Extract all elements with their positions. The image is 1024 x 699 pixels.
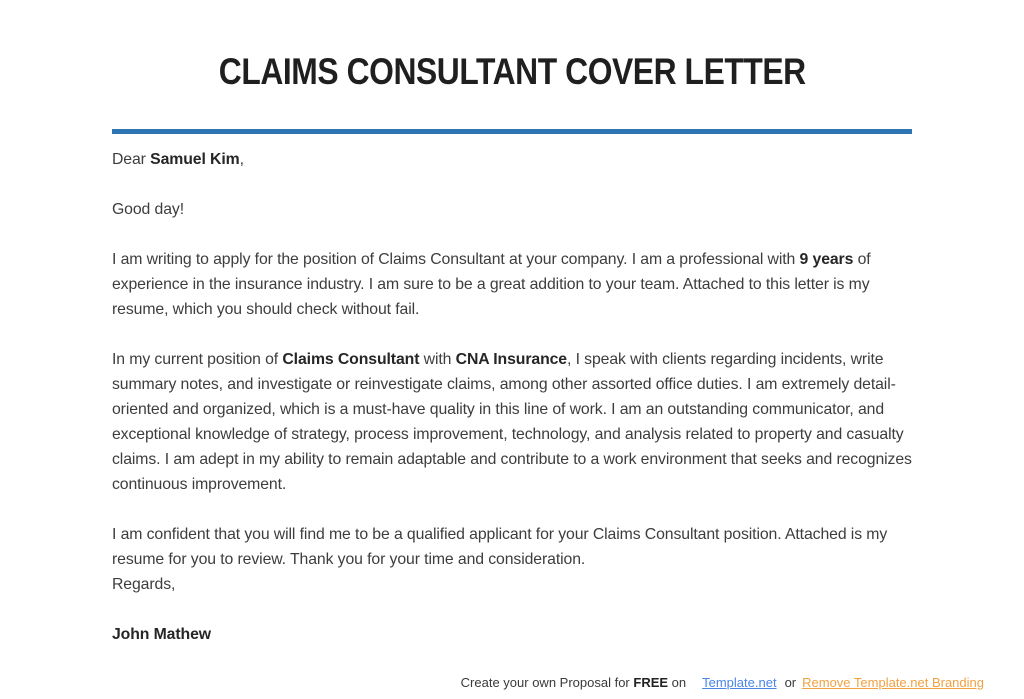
- letter-text: , I speak with clients regarding incidents, write summary notes, and investigate or reinvestigate claims, among other assorted office duties. I am extremely detail-oriented and organized, which is a must-have quality in this line of work. I am an outstanding communicator, and exceptional knowledge of strategy, process improvement, technology, and analysis related to property and casualty claims. I am adept in my ability to remain adaptable and contribute to a work environment that seeks and recognizes continuous improvement.: [112, 351, 912, 493]
- letter-text-bold: CNA Insurance: [455, 351, 567, 368]
- letter-text: Regards,: [112, 576, 176, 593]
- letter-text: with: [419, 351, 456, 368]
- letter-paragraph: [112, 622, 912, 647]
- letter-body: [112, 147, 912, 647]
- letter-text: of experience in the insurance industry. I am sure to be a great addition to your team. Attached to this letter is my resume, which you should check without fail.: [112, 251, 871, 318]
- letter-text: In my current position of: [112, 351, 283, 368]
- letter-paragraph: [112, 197, 912, 222]
- remove-branding-link[interactable]: Remove Template.net Branding: [802, 675, 984, 690]
- footer-on-text: on: [668, 675, 687, 690]
- letter-text-bold: Samuel Kim: [150, 151, 240, 168]
- divider-rule: [112, 129, 912, 134]
- letter-text: I am writing to apply for the position of Claims Consultant at your company. I am a professional with: [112, 251, 800, 268]
- letter-text-bold: 9 years: [799, 251, 854, 268]
- branding-footer: [461, 675, 984, 691]
- letter-text-bold: John Mathew: [112, 626, 211, 643]
- title-area: [0, 0, 1024, 92]
- letter-text: Good day!: [112, 201, 184, 218]
- footer-or-text: or: [784, 675, 797, 690]
- letter-paragraph: [112, 247, 912, 322]
- footer-free-text: FREE: [633, 675, 669, 690]
- letter-text: ,: [239, 151, 244, 168]
- letter-text: Dear: [112, 151, 151, 168]
- letter-paragraph: [112, 522, 912, 597]
- letter-paragraph: [112, 147, 912, 172]
- template-net-link[interactable]: Template.net: [702, 675, 777, 690]
- letter-text: I am confident that you will find me to be a qualified applicant for your Claims Consultant position. Attached is my resume for you to review. Thank you for your time and consideration.: [112, 526, 888, 568]
- footer-prefix-text: Create your own Proposal for: [460, 675, 634, 690]
- page-title: CLAIMS CONSULTANT COVER LETTER: [218, 51, 806, 92]
- letter-text-bold: Claims Consultant: [282, 351, 420, 368]
- letter-paragraph: [112, 347, 912, 497]
